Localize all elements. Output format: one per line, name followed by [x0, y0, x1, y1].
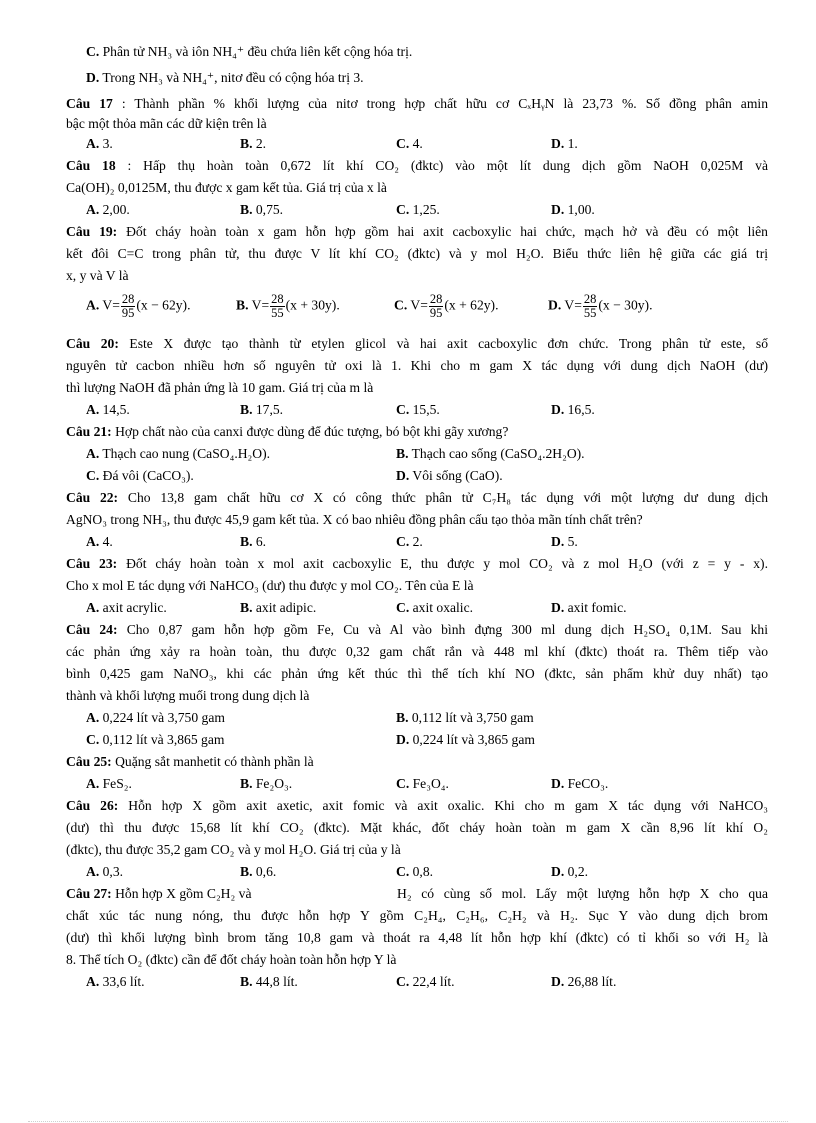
- q23-stem-line2: Cho x mol E tác dụng với NaHCO₃ (dư) thu được y mol CO₂. Tên của E là: [66, 578, 474, 593]
- q23-option-a: A. axit acrylic.: [86, 600, 167, 615]
- q19-stem-line3: x, y và V là: [66, 268, 129, 283]
- q20-option-b: B. 17,5.: [240, 402, 284, 417]
- fraction: $\frac{28}{95}$: [121, 292, 135, 320]
- q23-option-d: D. axit fomic.: [551, 600, 627, 615]
- q26-option-a: A. 0,3.: [86, 864, 124, 879]
- q19-option-d: D. V= $\frac{28}{55}$ (x − 30y).: [548, 292, 653, 320]
- q18-stem-line1: Câu 18 : Hấp thụ hoàn toàn 0,672 lít khí CO₂ (đktc) vào một lít dung dịch gồm NaOH 0,025M và: [66, 158, 768, 173]
- q25-stem-line1: Câu 25: Quặng sắt manhetit có thành phần là: [66, 754, 314, 769]
- q23-stem-line1: Câu 23: Đốt cháy hoàn toàn x mol axit cacboxylic E, thu được y mol CO₂ và z mol H₂O (với z = y - x).: [66, 556, 768, 571]
- q22-option-d: D. 5.: [551, 534, 578, 549]
- q24-stem-line4: thành và khối lượng muối trong dung dịch là: [66, 688, 310, 703]
- q26-stem-line2: (dư) thì thu được 15,68 lít khí CO₂ (đktc). Mặt khác, đốt cháy hoàn toàn m gam X cần 8,96 lít khí O₂: [66, 820, 768, 835]
- q22-option-a: A. 4.: [86, 534, 113, 549]
- q26-option-b: B. 0,6.: [240, 864, 277, 879]
- q25-option-c: C. Fe₃O₄.: [396, 776, 449, 791]
- q24-stem-line3: bình 0,425 gam NaNO₃, khi các phản ứng kết thúc thì thể tích khí NO (đktc, sản phẩm khử duy nhất) tạo: [66, 666, 768, 681]
- q25-option-b: B. Fe₂O₃.: [240, 776, 293, 791]
- q27-option-b: B. 44,8 lít.: [240, 974, 298, 989]
- q27-stem-line1-part2: H₂ có cùng số mol. Lấy một lượng hỗn hợp X cho qua: [397, 886, 768, 901]
- q20-option-d: D. 16,5.: [551, 402, 595, 417]
- q27-stem-line3: (dư) thì khối lượng bình brom tăng 10,8 gam và thoát ra 4,48 lít hỗn hợp khí (đktc) có tỉ khối so với H₂ là: [66, 930, 768, 945]
- q21-option-b: B. Thạch cao sống (CaSO₄.2H₂O).: [396, 446, 585, 461]
- q27-stem-line4: 8. Thể tích O₂ (đktc) cần để đốt cháy hoàn toàn hỗn hợp Y là: [66, 952, 397, 967]
- q18-option-d: D. 1,00.: [551, 202, 595, 217]
- q18-stem-line2: Ca(OH)₂ 0,0125M, thu được x gam kết tủa. Giá trị của x là: [66, 180, 387, 195]
- q20-option-a: A. 14,5.: [86, 402, 130, 417]
- q17-option-c: C. 4.: [396, 136, 423, 151]
- q22-option-c: C. 2.: [396, 534, 423, 549]
- q22-stem-line1: Câu 22: Cho 13,8 gam chất hữu cơ X có công thức phân tử C₇H₈ tác dụng với một lượng dư dung dịch: [66, 490, 768, 505]
- q24-option-c: C. 0,112 lít và 3,865 gam: [86, 732, 225, 747]
- q24-option-d: D. 0,224 lít và 3,865 gam: [396, 732, 535, 747]
- fraction: $\frac{28}{55}$: [583, 292, 597, 320]
- q18-option-c: C. 1,25.: [396, 202, 440, 217]
- page-bottom-rule: [28, 1121, 788, 1122]
- carryover-option-d: D. Trong NH₃ và NH₄⁺, nitơ đều có cộng hóa trị 3.: [86, 70, 364, 85]
- q24-option-a: A. 0,224 lít và 3,750 gam: [86, 710, 225, 725]
- q19-stem-line2: kết đôi C=C trong phân tử, thu được V lít khí CO₂ (đktc) và y mol H₂O. Biểu thức liên hệ giữa các giá trị: [66, 246, 768, 261]
- q19-option-a: A. V= $\frac{28}{95}$ (x − 62y).: [86, 292, 191, 320]
- q27-stem-line2: chất xúc tác nung nóng, thu được hỗn hợp Y gồm C₂H₄, C₂H₆, C₂H₂ và H₂. Sục Y vào dung dịch brom: [66, 908, 768, 923]
- q21-option-a: A. Thạch cao nung (CaSO₄.H₂O).: [86, 446, 271, 461]
- q17-option-b: B. 2.: [240, 136, 267, 151]
- q26-stem-line1: Câu 26: Hỗn hợp X gồm axit axetic, axit fomic và axit oxalic. Khi cho m gam X tác dụng với NaHCO₃: [66, 798, 769, 813]
- q17-stem-line2: bậc một thỏa mãn các dữ kiện trên là: [66, 116, 267, 131]
- q22-option-b: B. 6.: [240, 534, 267, 549]
- q25-option-d: D. FeCO₃.: [551, 776, 609, 791]
- q17-option-d: D. 1.: [551, 136, 578, 151]
- q17-option-a: A. 3.: [86, 136, 113, 151]
- q24-stem-line1: Câu 24: Cho 0,87 gam hỗn hợp gồm Fe, Cu và Al vào bình đựng 300 ml dung dịch H₂SO₄ 0,1M. Sau khi: [66, 622, 768, 637]
- q26-option-d: D. 0,2.: [551, 864, 589, 879]
- q27-option-c: C. 22,4 lít.: [396, 974, 455, 989]
- q27-option-d: D. 26,88 lít.: [551, 974, 617, 989]
- q21-option-d: D. Vôi sống (CaO).: [396, 468, 503, 483]
- q23-option-c: C. axit oxalic.: [396, 600, 474, 615]
- q21-stem-line1: Câu 21: Hợp chất nào của canxi được dùng để đúc tượng, bó bột khi gãy xương?: [66, 424, 509, 439]
- q23-option-b: B. axit adipic.: [240, 600, 317, 615]
- q18-option-a: A. 2,00.: [86, 202, 130, 217]
- q17-stem-line1: Câu 17 : Thành phần % khối lượng của nitơ trong hợp chất hữu cơ CₓHᵧN là 23,73 %. Số đồng phân amin: [66, 96, 768, 111]
- q20-stem-line1: Câu 20: Este X được tạo thành từ etylen glicol và hai axit cacboxylic đơn chức. Trong phân tử este, số: [66, 336, 768, 351]
- q19-stem-line1: Câu 19: Đốt cháy hoàn toàn x gam hỗn hợp gồm hai axit cacboxylic hai chức, mạch hở và đều có một liên: [66, 224, 768, 239]
- q19-option-c: C. V= $\frac{28}{95}$ (x + 62y).: [394, 292, 499, 320]
- q18-option-b: B. 0,75.: [240, 202, 284, 217]
- q20-stem-line3: thì lượng NaOH đã phản ứng là 10 gam. Giá trị của m là: [66, 380, 374, 395]
- q21-option-c: C. Đá vôi (CaCO₃).: [86, 468, 194, 483]
- q26-stem-line3: (đktc), thu được 35,2 gam CO₂ và y mol H₂O. Giá trị của y là: [66, 842, 401, 857]
- q25-option-a: A. FeS₂.: [86, 776, 132, 791]
- q27-option-a: A. 33,6 lít.: [86, 974, 145, 989]
- q24-stem-line2: các phản ứng xảy ra hoàn toàn, thu được 0,32 gam chất rắn và 448 ml khí (đktc) thoát ra. Thêm tiếp vào: [66, 644, 768, 659]
- q20-stem-line2: nguyên tử cacbon nhiều hơn số nguyên tử oxi là 1. Khi cho m gam X tác dụng với dung dịch NaOH (dư): [66, 358, 768, 373]
- fraction: $\frac{28}{55}$: [271, 292, 284, 320]
- fraction: $\frac{28}{95}$: [429, 292, 443, 320]
- q24-option-b: B. 0,112 lít và 3,750 gam: [396, 710, 534, 725]
- carryover-option-c: C. Phân tử NH₃ và iôn NH₄⁺ đều chứa liên kết cộng hóa trị.: [86, 44, 413, 59]
- q27-stem-line1-part1: Câu 27: Hỗn hợp X gồm C₂H₂ và: [66, 886, 252, 901]
- q26-option-c: C. 0,8.: [396, 864, 434, 879]
- q19-option-b: B. V= $\frac{28}{55}$ (x + 30y).: [236, 292, 340, 320]
- q22-stem-line2: AgNO₃ trong NH₃, thu được 45,9 gam kết tủa. X có bao nhiêu đồng phân cấu tạo thỏa mãn tính chất trên?: [66, 512, 643, 527]
- q20-option-c: C. 15,5.: [396, 402, 440, 417]
